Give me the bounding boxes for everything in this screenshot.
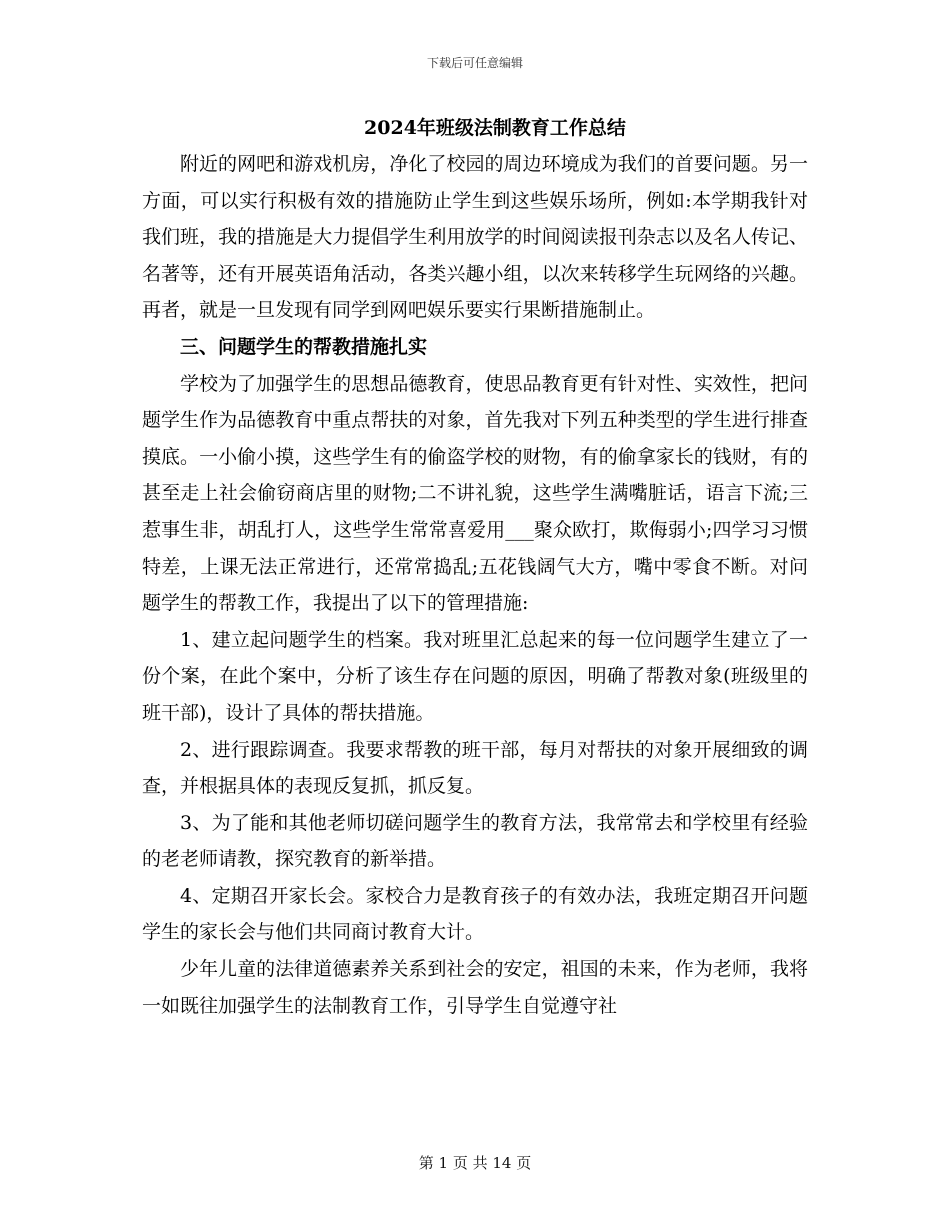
document-title: 2024年班级法制教育工作总结: [364, 117, 626, 139]
section-heading: 三、问题学生的帮教措施扎实: [180, 335, 428, 358]
paragraph: 少年儿童的法律道德素养关系到社会的安定，祖国的未来，作为老师，我将一如既往加强学生的法制教育工作，引导学生自觉遵守社: [142, 958, 808, 1017]
list-item: 4、定期召开家长会。家校合力是教育孩子的有效办法，我班定期召开问题学生的家长会与他们共同商讨教育大计。: [142, 884, 808, 944]
list-item: 3、为了能和其他老师切磋问题学生的教育方法，我常常去和学校里有经验的老老师请教，探究教育的新举措。: [142, 811, 808, 871]
list-item: 1、建立起问题学生的档案。我对班里汇总起来的每一位问题学生建立了一份个案，在此个案中，分析了该生存在问题的原因，明确了帮教对象(班级里的班干部)，设计了具体的帮扶措施。: [142, 628, 808, 724]
list-item: 2、进行跟踪调查。我要求帮教的班干部，每月对帮扶的对象开展细致的调查，并根据具体的表现反复抓，抓反复。: [142, 738, 808, 798]
paragraph: 学校为了加强学生的思想品德教育，使思品教育更有针对性、实效性，把问题学生作为品德教育中重点帮扶的对象，首先我对下列五种类型的学生进行排查摸底。一小偷小摸，这些学生有的偷盗学校的财物，有的偷拿家长的钱财，有的甚至走上社会偷窃商店里的财物;二不讲礼貌，这些学生满嘴脏话，语言下流;三惹事生非，胡乱打人，这些学生常常喜爱用___聚众欧打，欺侮弱小;四学习习惯特差，上课无法正常进行，还常常捣乱;五花钱阔气大方，嘴中零食不断。对问题学生的帮教工作，我提出了以下的管理措施:: [142, 372, 808, 615]
document-body: [142, 112, 808, 1024]
page-footer: 第 1 页 共 14 页: [418, 1154, 532, 1172]
paragraph: 附近的网吧和游戏机房，净化了校园的周边环境成为我们的首要问题。另一方面，可以实行积极有效的措施防止学生到这些娱乐场所，例如:本学期我针对我们班，我的措施是大力提倡学生利用放学的时间阅读报刊杂志以及名人传记、名著等，还有开展英语角活动，各类兴趣小组，以次来转移学生玩网络的兴趣。再者，就是一旦发现有同学到网吧娱乐要实行果断措施制止。: [142, 153, 808, 322]
header-note: 下载后可任意编辑: [426, 56, 523, 70]
